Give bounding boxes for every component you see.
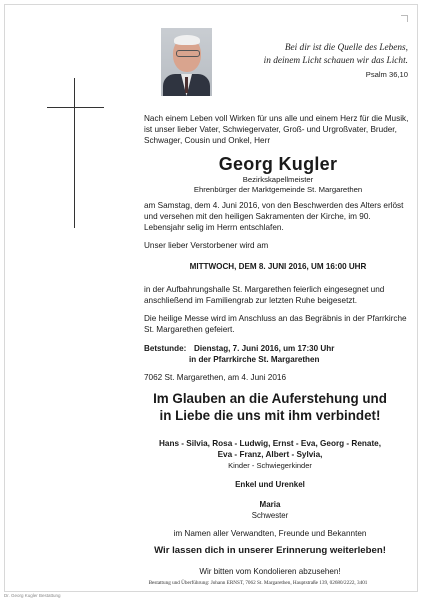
cross-bar <box>47 107 104 108</box>
deceased-name: Georg Kugler <box>218 154 338 174</box>
children-line-1: Hans - Silvia, Rosa - Ludwig, Ernst - Eva, Georg - Renate, <box>158 439 382 448</box>
prayer-hour <box>144 343 412 365</box>
condolence-note: Wir bitten vom Kondolieren abzusehen! <box>199 567 341 576</box>
motto-line-1: Im Glauben an die Auferstehung und <box>153 391 387 406</box>
undertaker-footer: Bestattung und Überführung: Johann ERNST, 7062 St. Margarethen, Hauptstraße 139, 02680/2222, 3401 <box>148 580 368 586</box>
prayer-hour-date: Dienstag, 7. Juni 2016, um 17:30 Uhr <box>194 344 335 353</box>
intro-text: Nach einem Leben voll Wirken für uns alle und einem Herz für die Musik, ist unser lieber Vater, Schwiegervater, Groß- und Urgroßvater, Bruder, Schwager, Cousin und Onkel, Herr <box>144 114 409 146</box>
farewell-text: Wir lassen dich in unserer Erinnerung weiterleben! <box>154 545 386 556</box>
sister-name: Maria <box>259 500 281 509</box>
title-2: Ehrenbürger der Marktgemeinde St. Margarethen <box>193 185 363 194</box>
relatives-text: im Namen aller Verwandten, Freunde und Bekannten <box>173 529 367 538</box>
quote-line-2: in deinem Licht schauen wir das Licht. <box>263 56 408 66</box>
title-1: Bezirkskapellmeister <box>242 175 314 184</box>
quote-line-1: Bei dir ist die Quelle des Lebens, <box>284 43 408 53</box>
quote-reference: Psalm 36,10 <box>365 70 408 79</box>
corner-text: Dr. Georg Kugler Bestattung <box>4 593 61 598</box>
death-notice: am Samstag, dem 4. Juni 2016, von den Beschwerden des Alters erlöst und versehen mit den heiligen Sakramenten der Kirche, im 90. Lebensjahr selig im Herrn entschlafen. <box>144 201 404 233</box>
children-line-2: Eva - Franz, Albert - Sylvia, <box>217 450 323 459</box>
burial-text: in der Aufbahrungshalle St. Margarethen feierlich eingesegnet und anschließend im Familiengrab zur letzten Ruhe beigesetzt. <box>144 285 385 306</box>
mass-text: Die heilige Messe wird im Anschluss an das Begräbnis in der Pfarrkirche St. Margarethen gefeiert. <box>144 314 407 335</box>
corner-mark <box>401 15 408 22</box>
prayer-hour-location: in der Pfarrkirche St. Margarethen <box>189 355 320 364</box>
deceased-portrait <box>161 28 212 96</box>
cross-icon <box>74 78 75 228</box>
place-date: 7062 St. Margarethen, am 4. Juni 2016 <box>144 373 287 382</box>
grandchildren: Enkel und Urenkel <box>235 480 305 489</box>
announce-text: Unser lieber Verstorbener wird am <box>144 241 269 250</box>
children-label: Kinder - Schwiegerkinder <box>228 461 312 470</box>
motto-line-2: in Liebe die uns mit ihm verbindet! <box>159 408 381 423</box>
bible-quote <box>240 42 408 81</box>
funeral-date: MITTWOCH, DEM 8. JUNI 2016, UM 16:00 UHR <box>189 262 367 271</box>
deceased-titles <box>144 175 412 195</box>
motto <box>130 390 410 424</box>
sister-label: Schwester <box>251 511 289 520</box>
children-list <box>130 438 410 460</box>
prayer-hour-label: Betstunde: <box>144 344 187 353</box>
